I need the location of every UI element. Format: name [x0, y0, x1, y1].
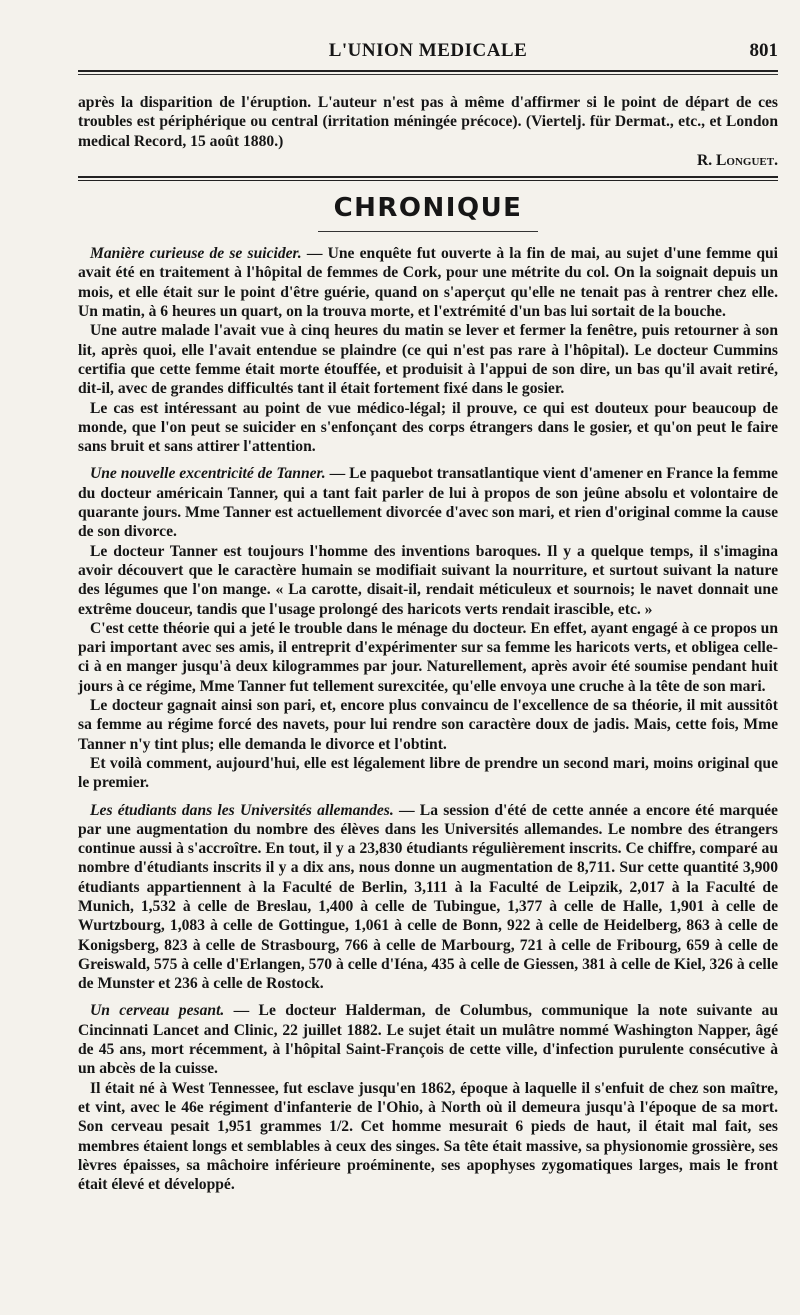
paragraph: [78, 754, 778, 793]
header-rule-thin: [78, 74, 778, 75]
document-page: [78, 36, 778, 1194]
paragraph-gap: [78, 793, 778, 801]
paragraph: [78, 399, 778, 457]
title-underline: [318, 231, 538, 232]
author-signature: R. Longuet.: [696, 151, 778, 169]
section-divider: [78, 176, 778, 178]
section-title: CHRONIQUE: [333, 193, 523, 224]
paragraph-text: — Le paquebot transatlantique vient d'amener en France la femme du docteur américain Tanner, qui a tant fait parler de lui à propos de son jeûne absolu et volontaire de quarante jours. Mme Tanner est actuellement divorcée d'avec son mari, et rien d'original comme la cause de son divorce.: [78, 465, 778, 541]
paragraph: [78, 696, 778, 754]
paragraph: [78, 1079, 778, 1195]
article-body: [78, 244, 778, 1194]
page-number: 801: [749, 40, 778, 61]
intro-signature-line: [78, 151, 778, 170]
section-divider-thin: [78, 180, 778, 181]
paragraph: [78, 801, 778, 994]
paragraph-gap: [78, 993, 778, 1001]
paragraph-text: — Une enquête fut ouverte à la fin de mai, au sujet d'une femme qui avait été en traitement à l'hôpital de femmes de Cork, pour une métrite du col. On la soignait depuis un mois, et elle était sur le point d'être guérie, quand on s'aperçut qu'elle ne tenait pas à rentrer chez elle. Un matin, à 6 heures un quart, on la trouva morte, et l'extrémité d'un bas lui sortait de la bouche.: [78, 245, 779, 321]
paragraph-lead: Un cerveau pesant.: [90, 1002, 225, 1020]
paragraph-text: — Le docteur Halderman, de Columbus, communique la note suivante au Cincinnati Lancet and Clinic, 22 juillet 1882. Le sujet était un mulâtre nommé Washington Napper, âgé de 45 ans, mort récemment, à l'hôpital Saint-François de cette ville, d'infection purulente consécutive à un abcès de la cuisse.: [78, 1002, 778, 1078]
paragraph-lead: Les étudiants dans les Universités allemandes.: [90, 801, 394, 819]
paragraph: [78, 1001, 778, 1078]
paragraph-text: Il était né à West Tennessee, fut esclave jusqu'en 1862, époque à laquelle il s'enfuit de chez son maître, et vint, avec le 46e régiment d'infanterie de l'Ohio, à North où il demeura jusqu'à l'époque de sa mort. Son cerveau pesait 1,951 grammes 1/2. Cet homme mesurait 6 pieds de haut, il était mal fait, ses membres étaient longs et semblables à ceux des singes. Sa tête était massive, sa physionomie grossière, ses lèvres épaisses, sa mâchoire inférieure proéminente, ses apophyses zygomatiques larges, mais le front était élevé et développé.: [78, 1079, 778, 1194]
paragraph-text: — La session d'été de cette année a encore été marquée par une augmentation du nombre des élèves dans les Universités allemandes. Le nombre des étrangers continue aussi à s'accroître. En tout, il y a 23,830 étudiants régulièrement inscrits. Ce chiffre, comparé au nombre d'étudiants inscrits il y a dix ans, nous donne un augmentation de 8,711. Sur cette quantité 3,900 étudiants appartiennent à la Faculté de Berlin, 3,111 à la Faculté de Leipzik, 2,017 à la Faculté de Munich, 1,532 à celle de Breslau, 1,400 à celle de Tubingue, 1,377 à celle de Halle, 1,901 à celle de Wurtzbourg, 1,083 à celle de Gottingue, 1,061 à celle de Bonn, 922 à celle de Heidelberg, 863 à celle de Konigsberg, 823 à celle de Strasbourg, 766 à celle de Marbourg, 721 à celle de Fribourg, 659 à celle de Greiswald, 575 à celle d'Erlangen, 570 à celle d'Iéna, 435 à celle de Giessen, 381 à celle de Kiel, 326 à celle de Munster et 236 à celle de Rostock.: [78, 801, 778, 993]
intro-block: [78, 93, 778, 170]
paragraph: [78, 321, 778, 398]
paragraph-text: Le cas est intéressant au point de vue médico-légal; il prouve, ce qui est douteux pour beaucoup de monde, que l'on peut se suicider en s'enfonçant des corps étrangers dans le gosier, et qu'on peut le faire sans bruit et sans attirer l'attention.: [78, 399, 778, 456]
paragraph-text: Une autre malade l'avait vue à cinq heures du matin se lever et fermer la fenêtre, puis retourner à son lit, après quoi, elle l'avait entendue se plaindre (ce qui n'est pas rare à l'hôpital). Le docteur Cummins certifia que cette femme était morte étouffée, et produisit à l'appui de son dire, un bas qu'il avait retiré, dit-il, avec de grandes difficultés tant il était fortement fixé dans le gosier.: [78, 322, 778, 398]
header-rule: [78, 70, 778, 72]
journal-title: L'UNION MEDICALE: [328, 40, 528, 61]
paragraph-text: Le docteur gagnait ainsi son pari, et, encore plus convaincu de l'excellence de sa théorie, il mit aussitôt sa femme au régime forcé des navets, pour lui rendre son caractère doux de jadis. Mais, cette fois, Mme Tanner n'y tint plus; elle demanda le divorce et l'obtint.: [78, 697, 778, 753]
paragraph-text: Le docteur Tanner est toujours l'homme des inventions baroques. Il y a quelque temps, il s'imagina avoir découvert que le caractère humain se modifiait suivant la nourriture, et surtout suivant la nature des légumes que l'on mange. « La carotte, disait-il, rendait méticuleux et sournois; le navet donnait une extrême douceur, tandis que l'usage prolongé des haricots verts rendait irascible, etc. »: [78, 542, 778, 618]
intro-text: après la disparition de l'éruption. L'auteur n'est pas à même d'affirmer si le point de départ de ces troubles est périphérique ou central (irritation méningée précoce). (Viertelj. für Dermat., etc., et London medical Record, 15 août 1880.): [78, 94, 778, 150]
paragraph: [78, 464, 778, 541]
paragraph: [78, 244, 778, 321]
paragraph: [78, 542, 778, 619]
paragraph-lead: Manière curieuse de se suicider.: [90, 245, 302, 263]
paragraph-lead: Une nouvelle excentricité de Tanner.: [90, 465, 326, 483]
paragraph-text: Et voilà comment, aujourd'hui, elle est légalement libre de prendre un second mari, moins original que le premier.: [78, 754, 778, 792]
paragraph: [78, 619, 778, 696]
paragraph-gap: [78, 456, 778, 464]
paragraph-text: C'est cette théorie qui a jeté le trouble dans le ménage du docteur. En effet, ayant engagé à ce propos un pari important avec ses amis, il entreprit d'expérimenter sur sa femme les haricots verts, et obligea celle-ci à en manger jusqu'à deux kilogrammes par jour. Naturellement, après avoir été soumise pendant huit jours à ce régime, Mme Tanner fut tellement surexcitée, qu'elle envoya une cruche à la tête de son mari.: [78, 619, 778, 695]
page-header: [78, 36, 778, 66]
